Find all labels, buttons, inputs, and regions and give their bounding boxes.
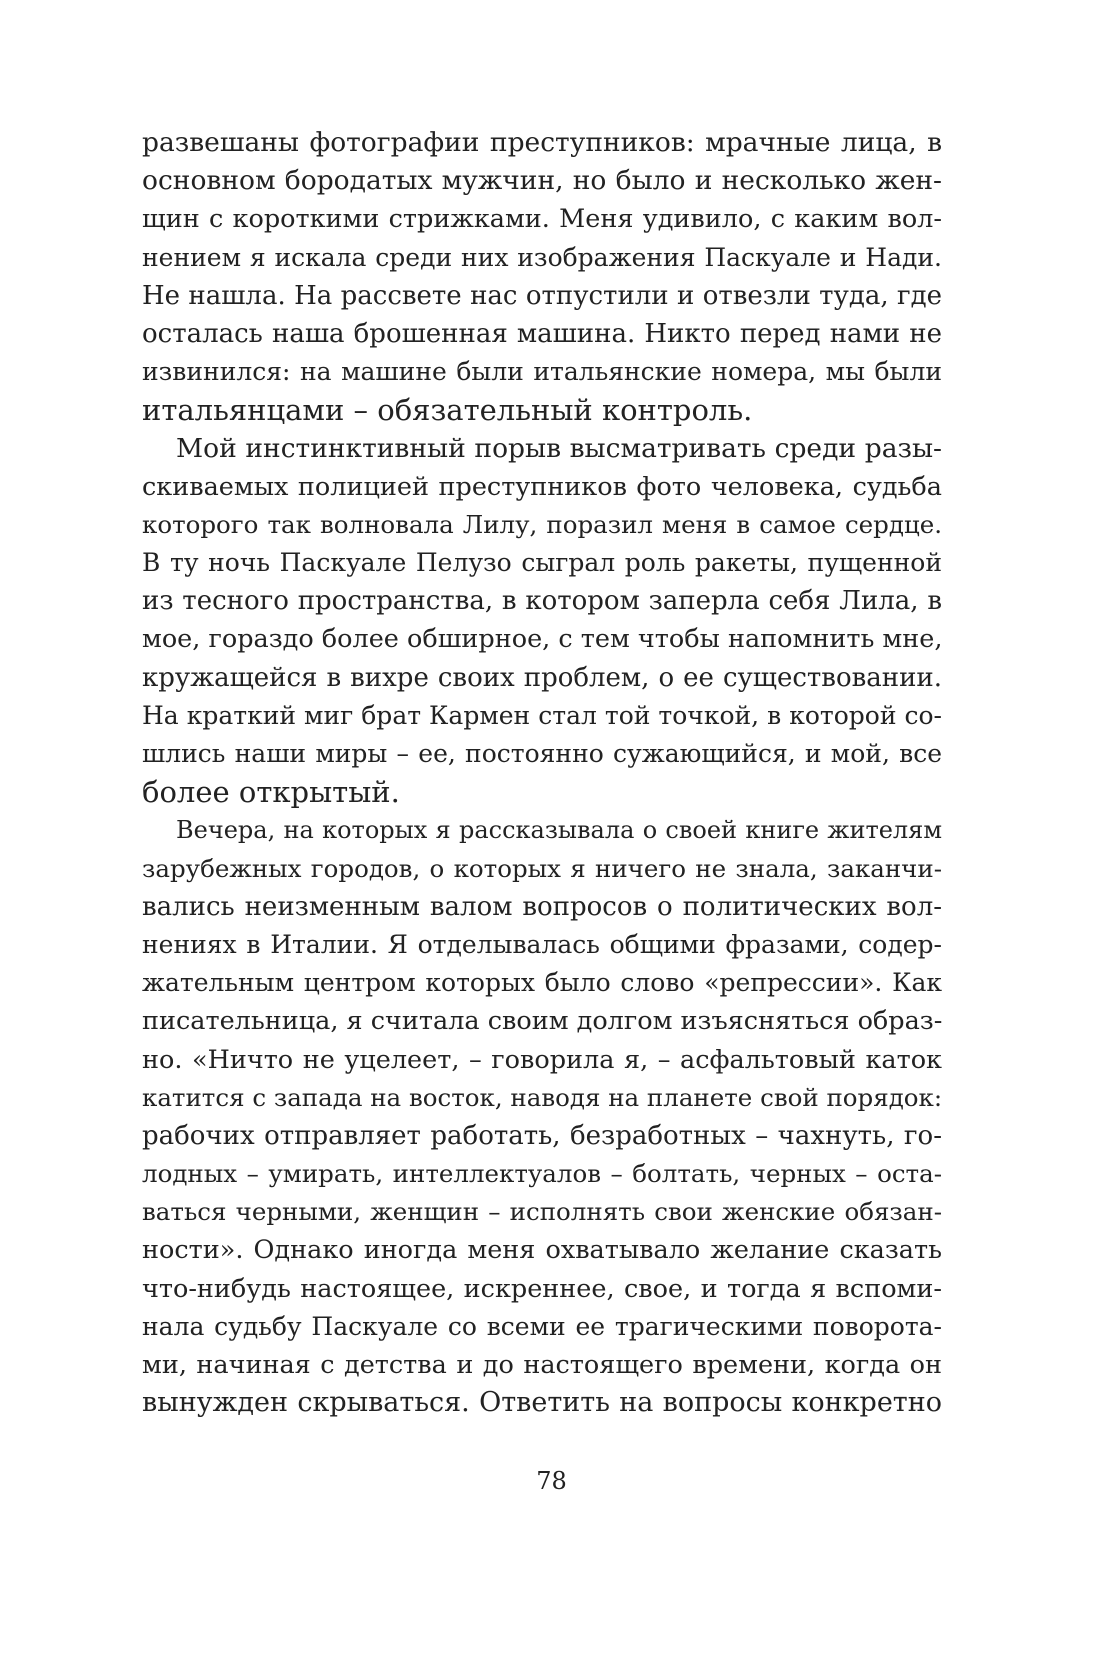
- text-line: осталась наша брошенная машина. Никто перед нами не: [142, 318, 942, 349]
- text-line: ми, начиная с детства и до настоящего времени, когда он: [142, 1350, 942, 1380]
- text-line: ваться черными, женщин – исполнять свои женские обязан-: [142, 1197, 942, 1227]
- text-line: рабочих отправляет работать, безработных – чахнуть, го-: [142, 1120, 942, 1151]
- text-line: ности». Однако иногда меня охватывало желание сказать: [142, 1235, 942, 1266]
- text-line: которого так волновала Лилу, поразил меня в самое сердце.: [142, 509, 942, 539]
- text-line: из тесного пространства, в котором заперла себя Лила, в: [142, 586, 942, 617]
- text-line: кружащейся в вихре своих проблем, о ее существовании.: [142, 662, 942, 693]
- body-text: [142, 124, 942, 1422]
- text-line: развешаны фотографии преступников: мрачные лица, в: [142, 127, 942, 158]
- text-line: зарубежных городов, о которых я ничего не знала, заканчи-: [142, 853, 942, 883]
- page-number: 78: [536, 1467, 567, 1495]
- text-line: вались неизменным валом вопросов о политических вол-: [142, 891, 942, 922]
- text-line: нала судьбу Паскуале со всеми ее трагическими поворота-: [142, 1311, 942, 1341]
- text-line: нением я искала среди них изображения Паскуале и Нади.: [142, 242, 942, 272]
- text-line: На краткий миг брат Кармен стал той точкой, в которой со-: [142, 700, 942, 730]
- paragraph-start-line: Вечера, на которых я рассказывала о своей книге жителям: [176, 816, 942, 845]
- text-line: катится с запада на восток, наводя на планете свой порядок:: [142, 1082, 943, 1112]
- text-line: но. «Ничто не уцелеет, – говорила я, – асфальтовый каток: [142, 1044, 942, 1075]
- text-line: жательным центром которых было слово «репрессии». Как: [142, 968, 942, 998]
- text-line: лодных – умирать, интеллектуалов – болтать, черных – оста-: [142, 1159, 942, 1189]
- text-line: более открытый.: [142, 775, 400, 810]
- paragraph-start-line: Мой инстинктивный порыв высматривать среди разы-: [176, 432, 942, 464]
- text-line: основном бородатых мужчин, но было и несколько жен-: [142, 165, 942, 197]
- text-line: шлись наши миры – ее, постоянно сужающийся, и мой, все: [142, 739, 942, 768]
- text-line: нениях в Италии. Я отделывалась общими фразами, содер-: [142, 929, 942, 959]
- text-line: щин с короткими стрижками. Меня удивило, с каким вол-: [142, 204, 942, 235]
- text-line: итальянцами – обязательный контроль.: [142, 393, 753, 428]
- text-line: скиваемых полицией преступников фото человека, судьба: [142, 471, 942, 502]
- text-line: Не нашла. На рассвете нас отпустили и отвезли туда, где: [142, 280, 942, 311]
- text-line: писательница, я считала своим долгом изъясняться образ-: [142, 1006, 943, 1037]
- text-line: извинился: на машине были итальянские номера, мы были: [142, 357, 942, 387]
- text-line: мое, гораздо более обширное, с тем чтобы напомнить мне,: [142, 624, 943, 655]
- text-line: вынужден скрываться. Ответить на вопросы конкретно: [142, 1387, 942, 1419]
- text-line: В ту ночь Паскуале Пелузо сыграл роль ракеты, пущенной: [142, 548, 942, 578]
- text-line: что-нибудь настоящее, искреннее, свое, и тогда я вспоми-: [142, 1273, 942, 1304]
